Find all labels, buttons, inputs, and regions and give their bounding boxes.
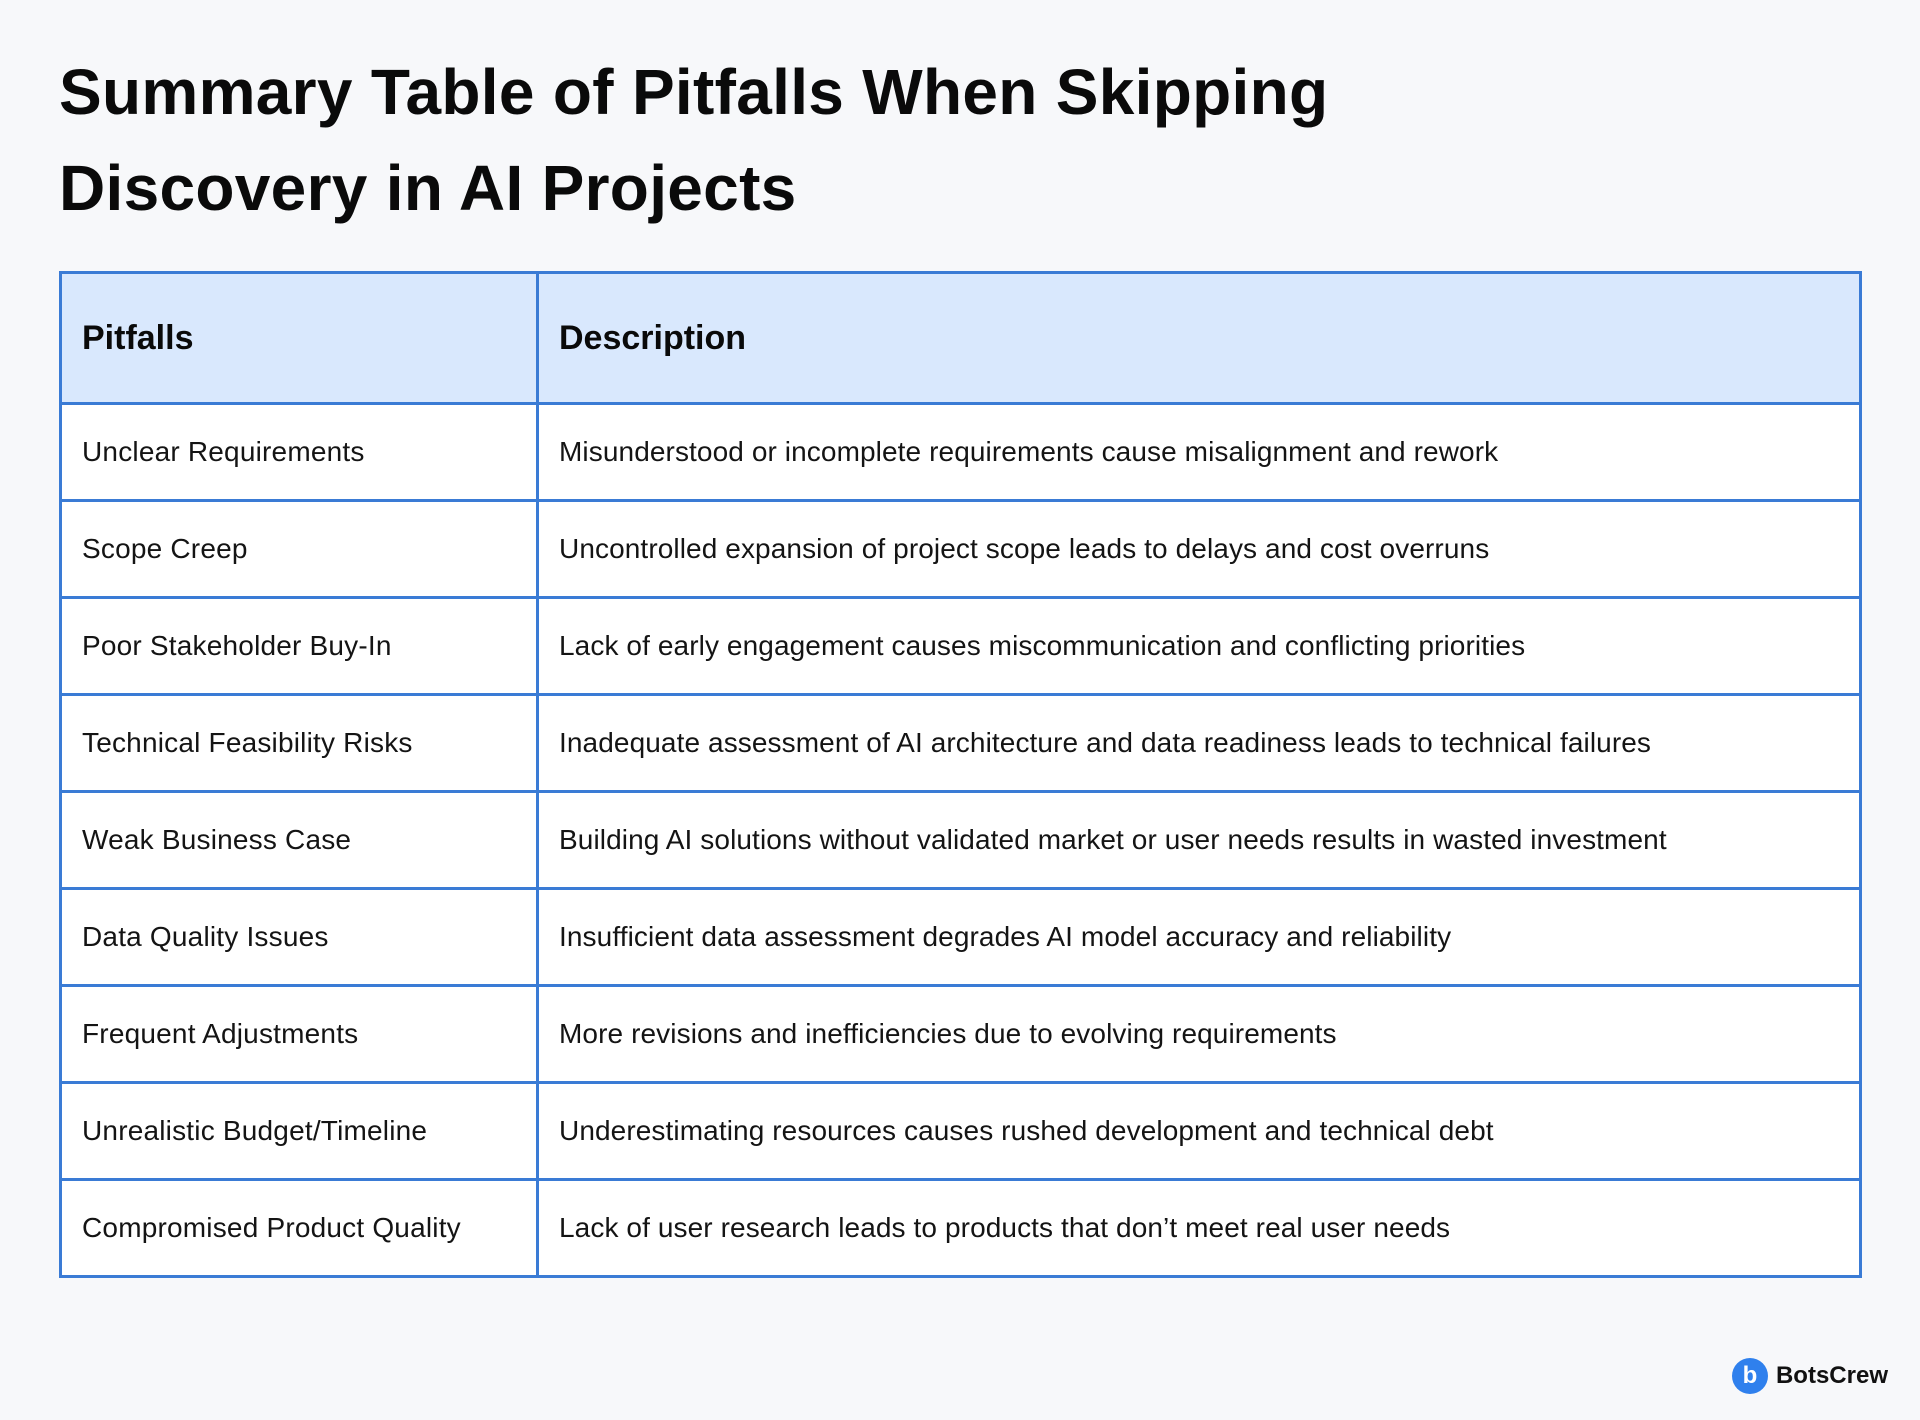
pitfall-cell: Unclear Requirements	[61, 404, 538, 501]
pitfall-cell: Scope Creep	[61, 501, 538, 598]
description-cell: More revisions and inefficiencies due to evolving requirements	[538, 986, 1861, 1083]
page-title	[59, 44, 1559, 236]
table-body	[61, 404, 1861, 1277]
pitfall-cell: Data Quality Issues	[61, 889, 538, 986]
pitfall-cell: Frequent Adjustments	[61, 986, 538, 1083]
table-row	[61, 404, 1861, 501]
pitfall-cell: Poor Stakeholder Buy-In	[61, 598, 538, 695]
description-cell: Uncontrolled expansion of project scope leads to delays and cost overruns	[538, 501, 1861, 598]
table-header-row	[61, 273, 1861, 404]
brand-logo	[1732, 1358, 1888, 1394]
description-cell: Lack of user research leads to products that don’t meet real user needs	[538, 1180, 1861, 1277]
description-cell: Misunderstood or incomplete requirements cause misalignment and rework	[538, 404, 1861, 501]
pitfalls-table-container	[59, 271, 1862, 1278]
description-cell: Inadequate assessment of AI architecture and data readiness leads to technical failures	[538, 695, 1861, 792]
table-header	[61, 273, 1861, 404]
column-header-description: Description	[538, 273, 1861, 404]
table-row	[61, 792, 1861, 889]
description-cell: Underestimating resources causes rushed development and technical debt	[538, 1083, 1861, 1180]
table-row	[61, 986, 1861, 1083]
pitfall-cell: Unrealistic Budget/Timeline	[61, 1083, 538, 1180]
botscrew-logo-icon: b	[1732, 1358, 1768, 1394]
table-row	[61, 1083, 1861, 1180]
pitfall-cell: Technical Feasibility Risks	[61, 695, 538, 792]
table-row	[61, 695, 1861, 792]
description-cell: Lack of early engagement causes miscommunication and conflicting priorities	[538, 598, 1861, 695]
page-title-line-1: Summary Table of Pitfalls When Skipping	[59, 56, 1329, 128]
pitfall-cell: Compromised Product Quality	[61, 1180, 538, 1277]
table-row	[61, 889, 1861, 986]
page-title-line-2: Discovery in AI Projects	[59, 152, 797, 224]
brand-name: BotsCrew	[1775, 1362, 1888, 1389]
description-cell: Building AI solutions without validated market or user needs results in wasted investment	[538, 792, 1861, 889]
pitfall-cell: Weak Business Case	[61, 792, 538, 889]
table-row	[61, 598, 1861, 695]
table-row	[61, 1180, 1861, 1277]
description-cell: Insufficient data assessment degrades AI model accuracy and reliability	[538, 889, 1861, 986]
column-header-pitfalls: Pitfalls	[61, 273, 538, 404]
table-row	[61, 501, 1861, 598]
pitfalls-table	[59, 271, 1862, 1278]
